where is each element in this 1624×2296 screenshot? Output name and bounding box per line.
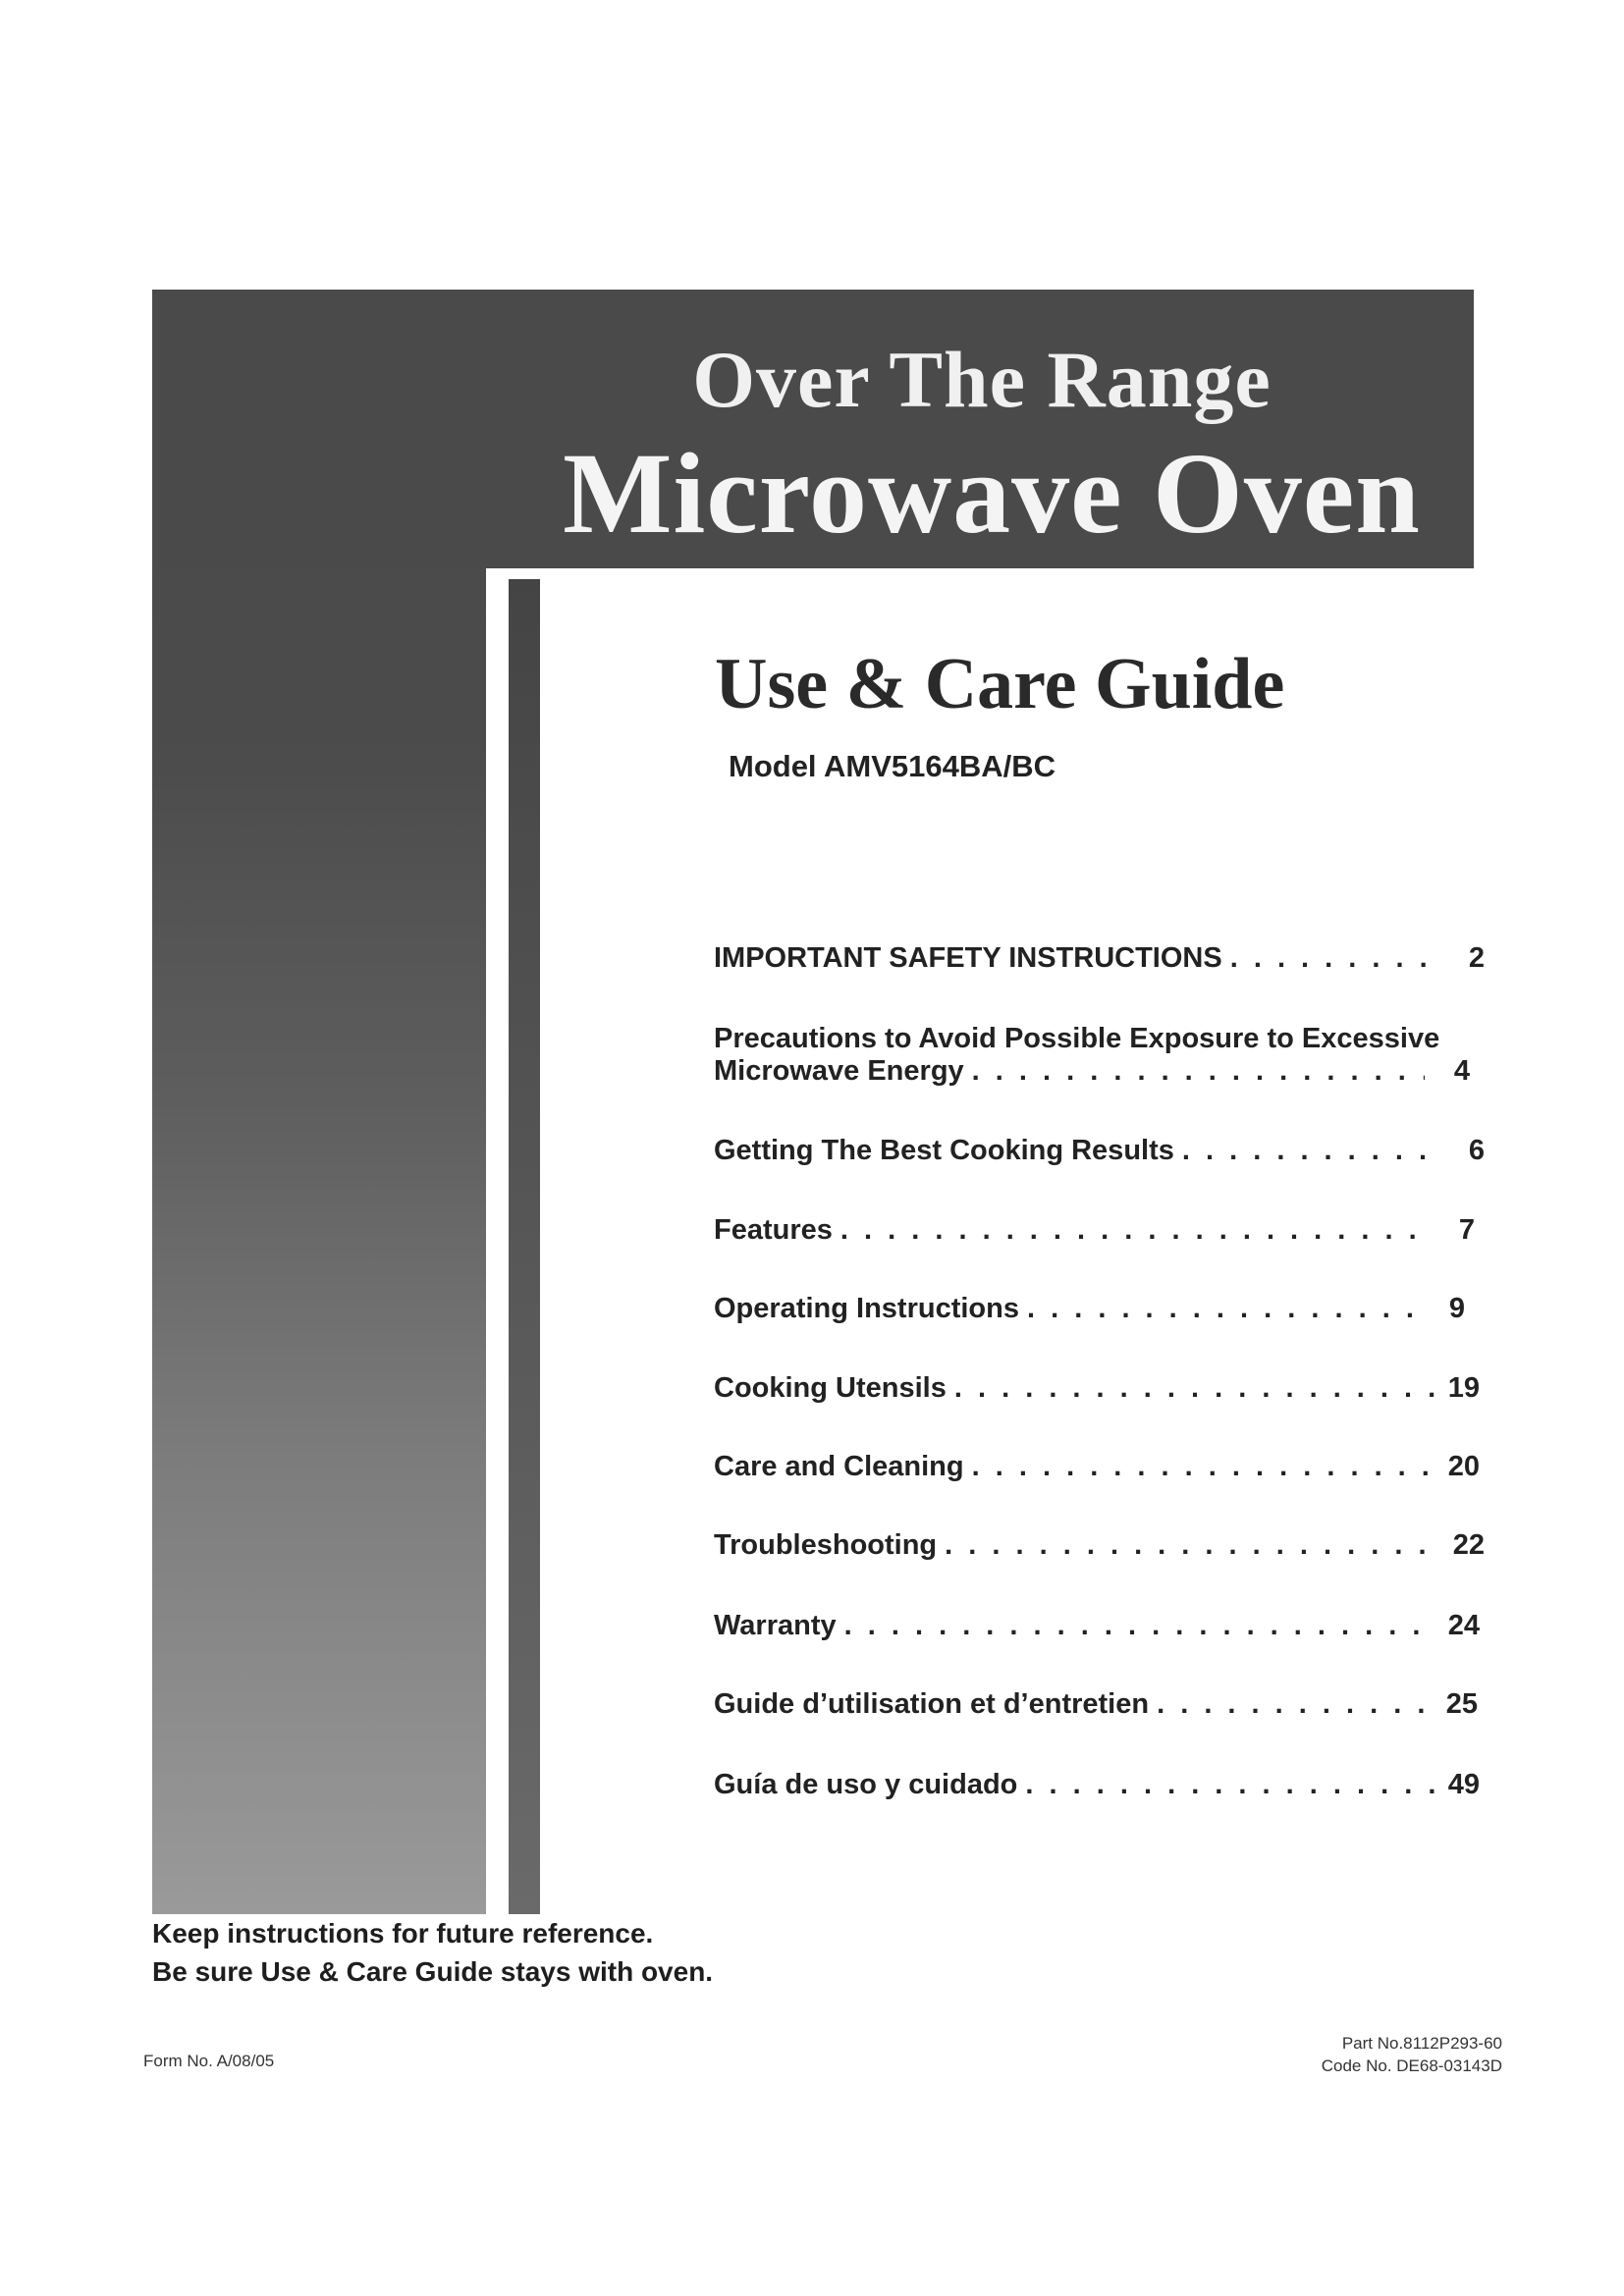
toc-leader-dots	[1182, 1135, 1439, 1167]
toc-page-number: 2	[1468, 942, 1485, 974]
toc-label: Getting The Best Cooking Results	[714, 1135, 1174, 1166]
model-number: Model AMV5164BA/BC	[729, 749, 1056, 783]
guide-title: Use & Care Guide	[715, 644, 1285, 724]
toc-page-number: 22	[1452, 1529, 1485, 1561]
form-number: Form No. A/08/05	[143, 2052, 275, 2070]
toc-entry[interactable]	[714, 1023, 1485, 1088]
toc-entry[interactable]	[714, 942, 1485, 975]
toc-leader-dots	[972, 1451, 1435, 1483]
toc-label: Operating Instructions	[714, 1293, 1019, 1324]
toc-entry[interactable]	[714, 1214, 1485, 1247]
toc-leader-dots	[844, 1610, 1435, 1642]
toc-page-number: 49	[1447, 1769, 1480, 1800]
toc-entry[interactable]	[714, 1769, 1485, 1801]
toc-entry[interactable]	[714, 1372, 1485, 1405]
part-number: Part No.8112P293-60	[1341, 2034, 1502, 2053]
toc-leader-dots	[945, 1529, 1439, 1562]
toc-entry[interactable]	[714, 1135, 1485, 1167]
toc-leader-dots	[1230, 942, 1439, 975]
toc-label: IMPORTANT SAFETY INSTRUCTIONS	[714, 942, 1222, 974]
keep-instructions-line2: Be sure Use & Care Guide stays with oven.	[152, 1956, 714, 1987]
toc-label: Troubleshooting	[714, 1529, 938, 1561]
code-number: Code No. DE68-03143D	[1321, 2056, 1502, 2075]
toc-entry[interactable]	[714, 1610, 1485, 1642]
toc-label: Guide d’utilisation et d’entretien	[714, 1688, 1150, 1720]
toc-label: Cooking Utensils	[714, 1372, 947, 1404]
toc-entry[interactable]	[714, 1293, 1485, 1325]
part-code-block	[1322, 2032, 1502, 2077]
toc-label: Care and Cleaning	[714, 1451, 964, 1482]
toc-page-number: 19	[1447, 1372, 1480, 1404]
keep-instructions-note	[152, 1914, 713, 1991]
toc-leader-dots	[954, 1372, 1435, 1405]
product-title-line2: Microwave Oven	[563, 429, 1421, 558]
toc-page-number: 4	[1453, 1055, 1470, 1087]
toc-label: Features	[714, 1214, 833, 1246]
product-title-line1: Over The Range	[692, 335, 1272, 424]
toc-leader-dots	[1027, 1293, 1420, 1325]
toc-label: Guía de uso y cuidado	[714, 1769, 1018, 1800]
toc-leader-dots	[1157, 1688, 1433, 1721]
toc-page-number: 6	[1468, 1135, 1485, 1166]
toc-page-number: 9	[1448, 1293, 1465, 1324]
toc-entry[interactable]	[714, 1688, 1485, 1721]
cover-vertical-stripe	[509, 579, 540, 1914]
toc-label: Warranty	[714, 1610, 837, 1641]
toc-label: Microwave Energy	[714, 1055, 964, 1087]
toc-page-number: 20	[1447, 1451, 1480, 1482]
toc-label-line1: Precautions to Avoid Possible Exposure to Excessive	[714, 1023, 1440, 1054]
toc-entry[interactable]	[714, 1529, 1485, 1562]
toc-leader-dots	[840, 1214, 1430, 1247]
toc-page-number: 25	[1445, 1688, 1478, 1720]
toc-leader-dots	[972, 1055, 1425, 1088]
toc-page-number: 24	[1447, 1610, 1480, 1641]
toc-leader-dots	[1025, 1769, 1435, 1801]
keep-instructions-line1: Keep instructions for future reference.	[152, 1918, 654, 1949]
toc-page-number: 7	[1458, 1214, 1475, 1246]
toc-entry[interactable]	[714, 1451, 1485, 1483]
